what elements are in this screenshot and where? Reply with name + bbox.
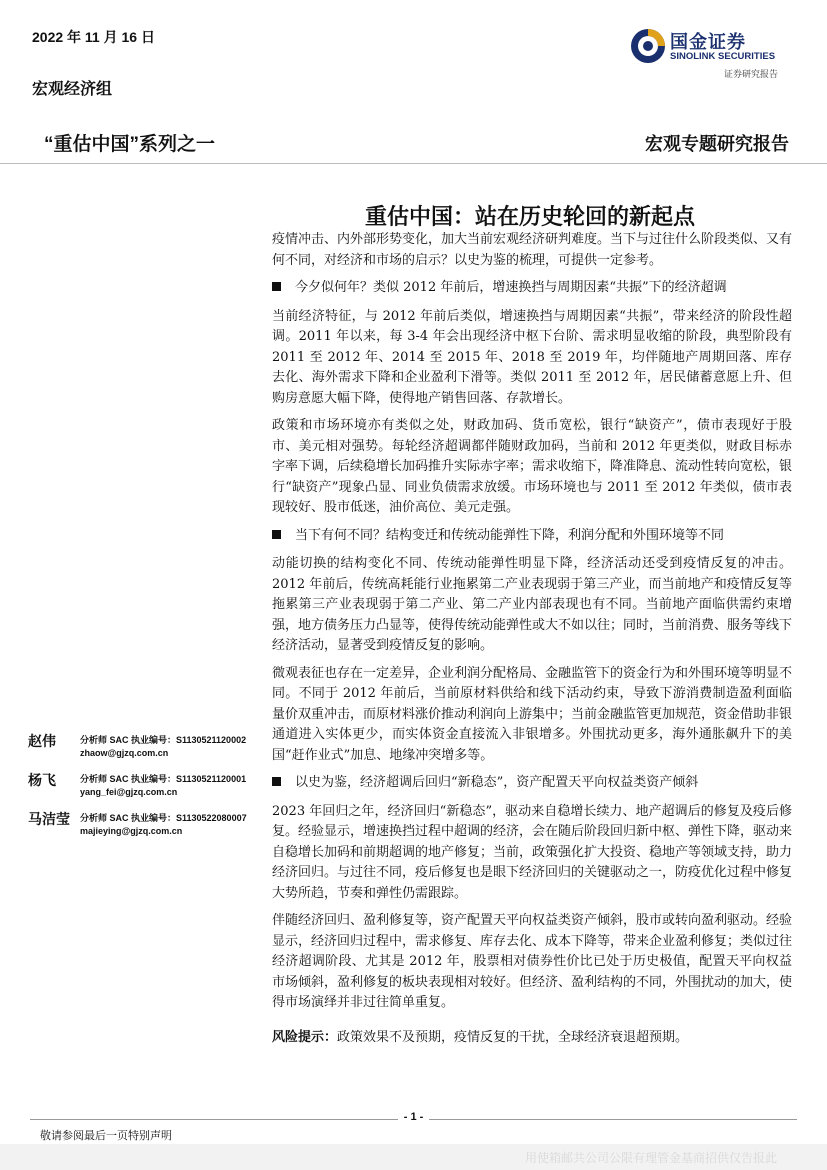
- logo-mark-icon: [628, 26, 668, 66]
- page-number-text: - 1 -: [398, 1111, 430, 1123]
- analyst-name: 杨飞: [28, 773, 56, 789]
- analyst-license: 分析师 SAC 执业编号：S1130521120001: [80, 774, 247, 784]
- report-date: 2022 年 11 月 16 日: [32, 29, 155, 45]
- report-type: 宏观专题研究报告: [645, 134, 789, 155]
- report-body: [272, 230, 792, 1048]
- logo-english: SINOLINK SECURITIES: [670, 51, 776, 62]
- watermark: 用使箱邮共公司公限有理管金基商招供仅告报此: [524, 1151, 777, 1165]
- body-paragraph: 动能切换的结构变化不同、传统动能弹性明显下降，经济活动还受到疫情反复的冲击。2012 年前后，传统高耗能行业拖累第二产业表现弱于第三产业，而当前地产和疫情反复等拖累第三产业表现弱于第二产业、第二产业内部表现也有不同。当前地产面临供需约束增强，地方债务压力凸显等，使得传统动能弹性或大不如以往；同时，当前消费、服务等线下经济活动，显著受到疫情反复的影响。: [272, 556, 793, 653]
- risk-warning: [272, 1028, 792, 1048]
- body-paragraph: 政策和市场环境亦有类似之处，财政加码、货币宽松，银行“缺资产”，债市表现好于股市、美元相对强势。每轮经济超调都伴随财政加码，当前和 2012 年更类似，财政目标赤字率下调，后续稳增长加码推升实际赤字率；需求收缩下，降准降息、流动性转向宽松，银行“缺资产”现象凸显、同业负债需求放缓。市场环境也与 2011 至 2012 年类似，债市表现较好、股市低迷，油价高位、美元走强。: [272, 418, 793, 515]
- header-divider: [0, 163, 827, 164]
- disclaimer-note: 敬请参阅最后一页特别声明: [40, 1129, 172, 1142]
- intro-paragraph: 疫情冲击、内外部形势变化，加大当前宏观经济研判难度。当下与过往什么阶段类似、又有何不同，对经济和市场的启示？以史为鉴的梳理，可提供一定参考。: [272, 232, 793, 268]
- body-paragraph: 当前经济特征，与 2012 年前后类似，增速换挡与周期因素“共振”，带来经济的阶段性超调。2011 年以来，每 3-4 年会出现经济中枢下台阶、需求明显收缩的阶段，典型阶段有 2011 至 2012 年、2014 至 2015 年、2018 至 2019 年，均伴随地产周期回落、库存去化、海外需求下降和企业盈利下滑等。类似 2011 至 2012 年，居民储蓄意愿上升、但购房意愿大幅下降，使得地产销售回落、存款增长。: [272, 308, 792, 406]
- analyst-license: 分析师 SAC 执业编号：S1130522080007: [80, 813, 247, 823]
- risk-label: 风险提示：: [272, 1029, 338, 1045]
- logo-tagline: 证券研究报告: [724, 70, 779, 80]
- body-paragraph: 伴随经济回归、盈利修复等，资产配置天平向权益类资产倾斜，股市或转向盈利驱动。经验显示，经济回归过程中，需求修复、库存去化、成本下降等，带来企业盈利修复；类似过往经济超调阶段、尤其是 2012 年，股票相对债券性价比已处于历史极值，配置天平向权益市场倾斜，盈利修复的板块表现相对较好。但经济、盈利结构的不同，外围扰动的加大，使得市场演绎并非过往简单重复。: [272, 913, 793, 1010]
- company-logo: [628, 26, 794, 78]
- analyst-email: yang_fei@gjzq.com.cn: [80, 787, 178, 797]
- page-number: [0, 1111, 827, 1123]
- research-group: 宏观经济组: [32, 79, 113, 98]
- risk-text: 政策效果不及预期，疫情反复的干扰，全球经济衰退超预期。: [337, 1029, 689, 1045]
- bullet-text: 以史为鉴，经济超调后回归“新稳态”，资产配置天平向权益类资产倾斜: [295, 775, 699, 790]
- bullet-heading: [272, 773, 792, 794]
- bullet-text: 当下有何不同？结构变迁和传统动能弹性下降，利润分配和外围环境等不同: [295, 527, 725, 543]
- analyst-license: 分析师 SAC 执业编号：S1130521120002: [80, 735, 247, 745]
- square-bullet-icon: [272, 530, 281, 539]
- analyst-email: majieying@gjzq.com.cn: [80, 826, 183, 836]
- bullet-heading: [272, 526, 792, 547]
- square-bullet-icon: [272, 777, 281, 786]
- body-paragraph: 2023 年回归之年，经济回归“新稳态”，驱动来自稳增长续力、地产超调后的修复及疫后修复。经验显示，增速换挡过程中超调的经济，会在随后阶段回归新中枢、弹性下降，驱动来自稳增长加码和前期超调的地产修复；当前，政策强化扩大投资、稳地产等领域支持，助力经济回归。与过往不同，疫后修复也是眼下经济回归的关键驱动之一，防疫优化过程中修复大势所趋，节奏和弹性仍需跟踪。: [272, 803, 793, 901]
- series-title: “重估中国”系列之一: [44, 134, 216, 155]
- body-paragraph: 微观表征也存在一定差异，企业利润分配格局、金融监管下的资金行为和外围环境等明显不同。不同于 2012 年前后，当前原材料供给和线下活动约束，导致下游消费制造盈利面临量价双重冲击，而原材料涨价推动利润向上游集中；当前金融监管更加规范，资金借助非银通道进入实体更少，而实体资金直接流入非银增多。外围扰动更多，海外通胀飙升下的美国“赶作业式”加息、地缘冲突增多等。: [272, 665, 793, 763]
- analyst-name: 马洁莹: [28, 812, 70, 828]
- logo-name: 国金证券: [670, 32, 746, 53]
- report-title: 重估中国：站在历史轮回的新起点: [364, 204, 695, 230]
- square-bullet-icon: [272, 282, 281, 291]
- bullet-heading: [272, 278, 792, 299]
- analyst-name: 赵伟: [28, 734, 56, 750]
- bullet-text: 今夕似何年？类似 2012 年前后，增速换挡与周期因素“共振”下的经济超调: [295, 280, 727, 295]
- analyst-email: zhaow@gjzq.com.cn: [80, 748, 169, 758]
